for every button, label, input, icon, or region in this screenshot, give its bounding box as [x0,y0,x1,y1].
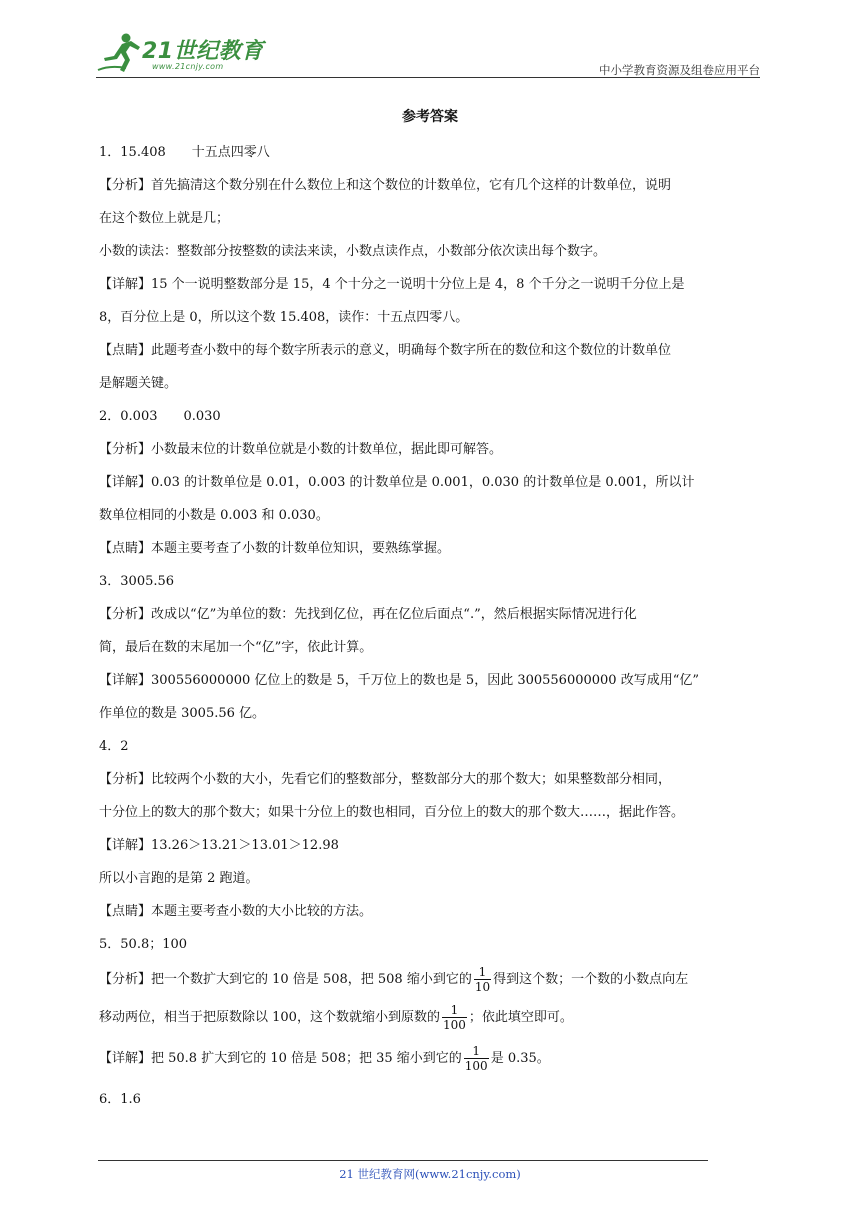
fraction [464,1044,489,1073]
fraction-denominator: 100 [442,1018,466,1032]
text-segment: 是 0.35。 [490,1051,550,1066]
q5-analysis-line-2 [99,999,763,1037]
text-line: 2．0.003 0.030 [99,409,221,424]
platform-name: 中小学教育资源及组卷应用平台 [599,63,760,77]
fraction-denominator: 100 [464,1059,488,1073]
text-segment: 【分析】把一个数扩大到它的 10 倍是 508，把 508 缩小到它的 [99,972,472,987]
fraction-numerator: 1 [474,965,491,980]
text-line: 【点睛】此题考查小数中的每个数字所表示的意义，明确每个数字所在的数位和这个数位的计数单位 [99,343,672,358]
text-line: 8，百分位上是 0，所以这个数 15.408，读作：十五点四零八。 [99,310,469,325]
text-segment: ；依此填空即可。 [468,1010,573,1025]
logo-url: www.21cnjy.com [152,62,224,71]
text-line: 【分析】首先搞清这个数分别在什么数位上和这个数位的计数单位，它有几个这样的计数单位，说明 [99,178,672,193]
footer-link[interactable]: 21 世纪教育网(www.21cnjy.com) [339,1167,521,1181]
text-line: 3．3005.56 [99,574,175,589]
text-line: 所以小言跑的是第 2 跑道。 [99,871,259,886]
text-line: 在这个数位上就是几； [99,211,230,226]
footer-divider [98,1160,708,1161]
fraction [442,1003,467,1032]
text-line: 【详解】15 个一说明整数部分是 15，4 个十分之一说明十分位上是 4，8 个千分之一说明千分位上是 [99,277,685,292]
answer-content [99,136,763,1119]
text-line: 【分析】比较两个小数的大小，先看它们的整数部分，整数部分大的那个数大；如果整数部分相同， [99,772,672,787]
fraction [474,965,491,994]
text-line: 5．50.8；100 [99,937,188,952]
logo-text: 21世纪教育 [142,39,264,64]
q5-detail-line [99,1037,763,1081]
runner-logo-icon [96,32,144,76]
text-line: 【详解】300556000000 亿位上的数是 5，千万位上的数也是 5，因此 300556000000 改写成用“亿” [99,673,699,688]
text-line: 【详解】0.03 的计数单位是 0.01，0.003 的计数单位是 0.001，0.030 的计数单位是 0.001，所以计 [99,475,695,490]
page-header [96,30,760,80]
text-line: 简，最后在数的末尾加一个“亿”字，依此计算。 [99,640,373,655]
fraction-numerator: 1 [442,1003,467,1018]
text-line: 4．2 [99,739,129,754]
text-line: 小数的读法：整数部分按整数的读法来读，小数点读作点，小数部分依次读出每个数字。 [99,244,607,259]
header-divider [96,77,760,78]
text-line: 数单位相同的小数是 0.003 和 0.030。 [99,508,329,523]
text-line: 【点睛】本题主要考查了小数的计数单位知识，要熟练掌握。 [99,541,451,556]
fraction-numerator: 1 [464,1044,489,1059]
text-line: 十分位上的数大的那个数大；如果十分位上的数也相同，百分位上的数大的那个数大……，据此作答。 [99,805,685,820]
text-line: 是解题关键。 [99,376,178,391]
text-line: 作单位的数是 3005.56 亿。 [99,706,266,721]
text-line: 【点睛】本题主要考查小数的大小比较的方法。 [99,904,373,919]
logo [96,30,266,76]
text-line: 1．15.408 十五点四零八 [99,145,270,160]
page-title: 参考答案 [402,109,458,125]
text-segment: 得到这个数；一个数的小数点向左 [493,972,689,987]
fraction-denominator: 10 [474,980,491,994]
text-line: 【分析】小数最末位的计数单位就是小数的计数单位，据此即可解答。 [99,442,503,457]
text-line: 【详解】13.26＞13.21＞13.01＞12.98 [99,838,339,853]
text-line: 6．1.6 [99,1092,141,1107]
q5-analysis-line-1 [99,961,763,999]
text-segment: 移动两位，相当于把原数除以 100，这个数就缩小到原数的 [99,1010,440,1025]
text-segment: 【详解】把 50.8 扩大到它的 10 倍是 508；把 35 缩小到它的 [99,1051,462,1066]
text-line: 【分析】改成以“亿”为单位的数：先找到亿位，再在亿位后面点“.”，然后根据实际情况进行化 [99,607,637,622]
